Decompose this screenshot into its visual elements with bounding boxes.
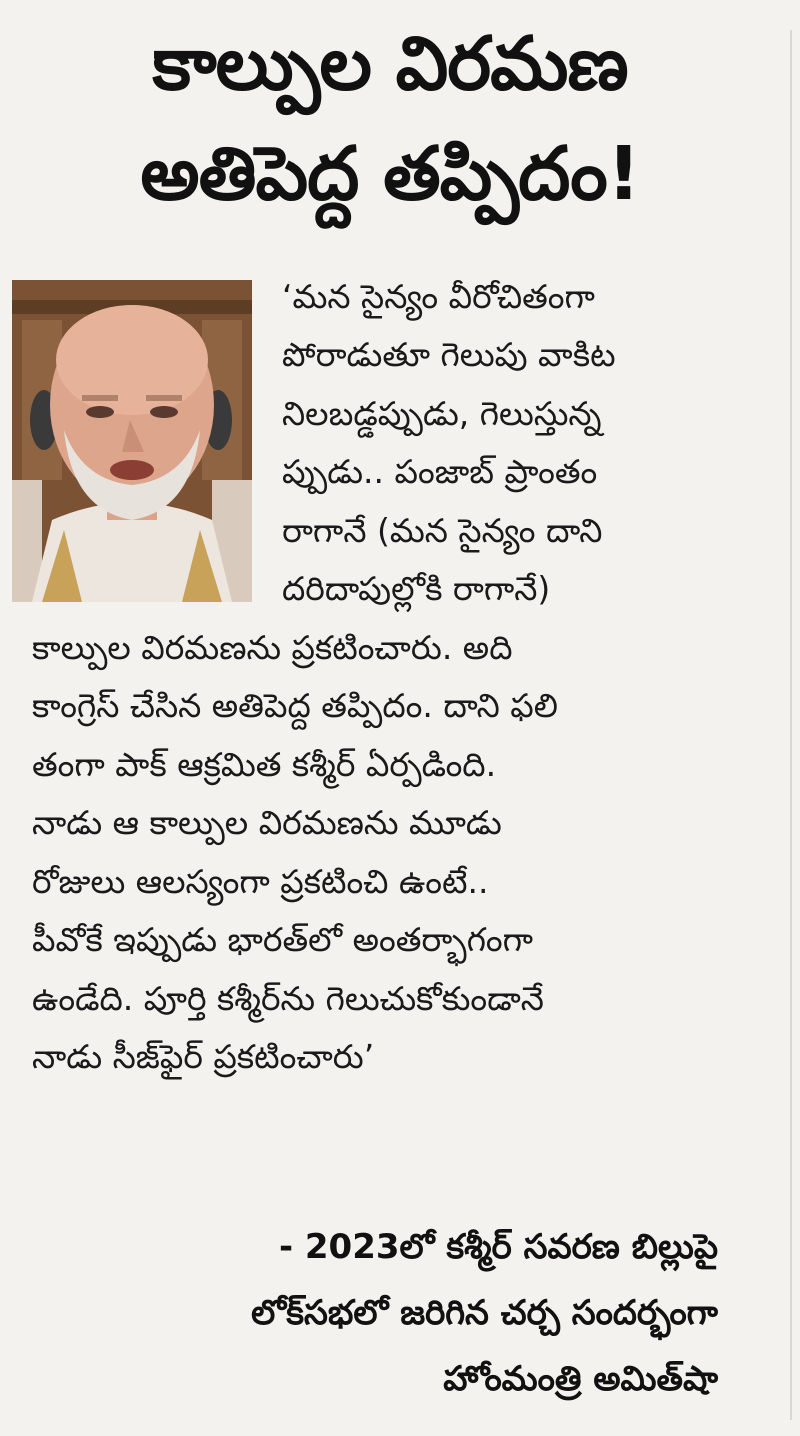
- column-divider: [790, 30, 792, 1420]
- portrait-photo: [12, 280, 252, 602]
- quote-line: తంగా పాక్ ఆక్రమిత కశ్మీర్ ఏర్పడింది.: [32, 745, 497, 784]
- attribution-line-3: హోంమంత్రి అమిత్‌షా: [443, 1359, 718, 1399]
- attribution-line-1: - 2023లో కశ్మీర్ సవరణ బిల్లుపై: [278, 1227, 718, 1267]
- quote-line: నాడు ఆ కాల్పుల విరమణను మూడు: [32, 803, 502, 842]
- quote-line: నాడు సీజ్‌ఫైర్ ప్రకటించారు’: [32, 1037, 375, 1076]
- quote-line: రోజులు ఆలస్యంగా ప్రకటించి ఉంటే..: [32, 862, 489, 901]
- quote-line: పోరాడుతూ గెలుపు వాకిట: [282, 335, 616, 374]
- quote-line: నిలబడ్డప్పుడు, గెలుస్తున్న: [282, 394, 602, 433]
- headline-line-2: అతిపెద్ద తప్పిదం!: [140, 131, 640, 217]
- quote-line: ఉండేది. పూర్తి కశ్మీర్‌ను గెలుచుకోకుండానే: [32, 979, 544, 1018]
- attribution-line-2: లోక్‌సభలో జరిగిన చర్చ సందర్భంగా: [251, 1293, 718, 1333]
- quote-line: కాల్పుల విరమణను ప్రకటించారు. అది: [32, 628, 513, 667]
- quote-line: పీవోకే ఇప్పుడు భారత్‌లో అంతర్భాగంగా: [32, 920, 534, 959]
- headline-line-1: కాల్పుల విరమణ: [152, 21, 628, 107]
- quote-line: ‘మన సైన్యం వీరోచితంగా: [282, 277, 595, 316]
- quote-line: ప్పుడు.. పంజాబ్ ప్రాంతం: [282, 452, 598, 491]
- quote-line: దరిదాపుల్లోకి రాగానే): [282, 569, 551, 608]
- quote-line: కాంగ్రెస్ చేసిన అతిపెద్ద తప్పిదం. దాని ఫలి: [32, 686, 558, 725]
- quote-line: రాగానే (మన సైన్యం దాని: [282, 511, 603, 550]
